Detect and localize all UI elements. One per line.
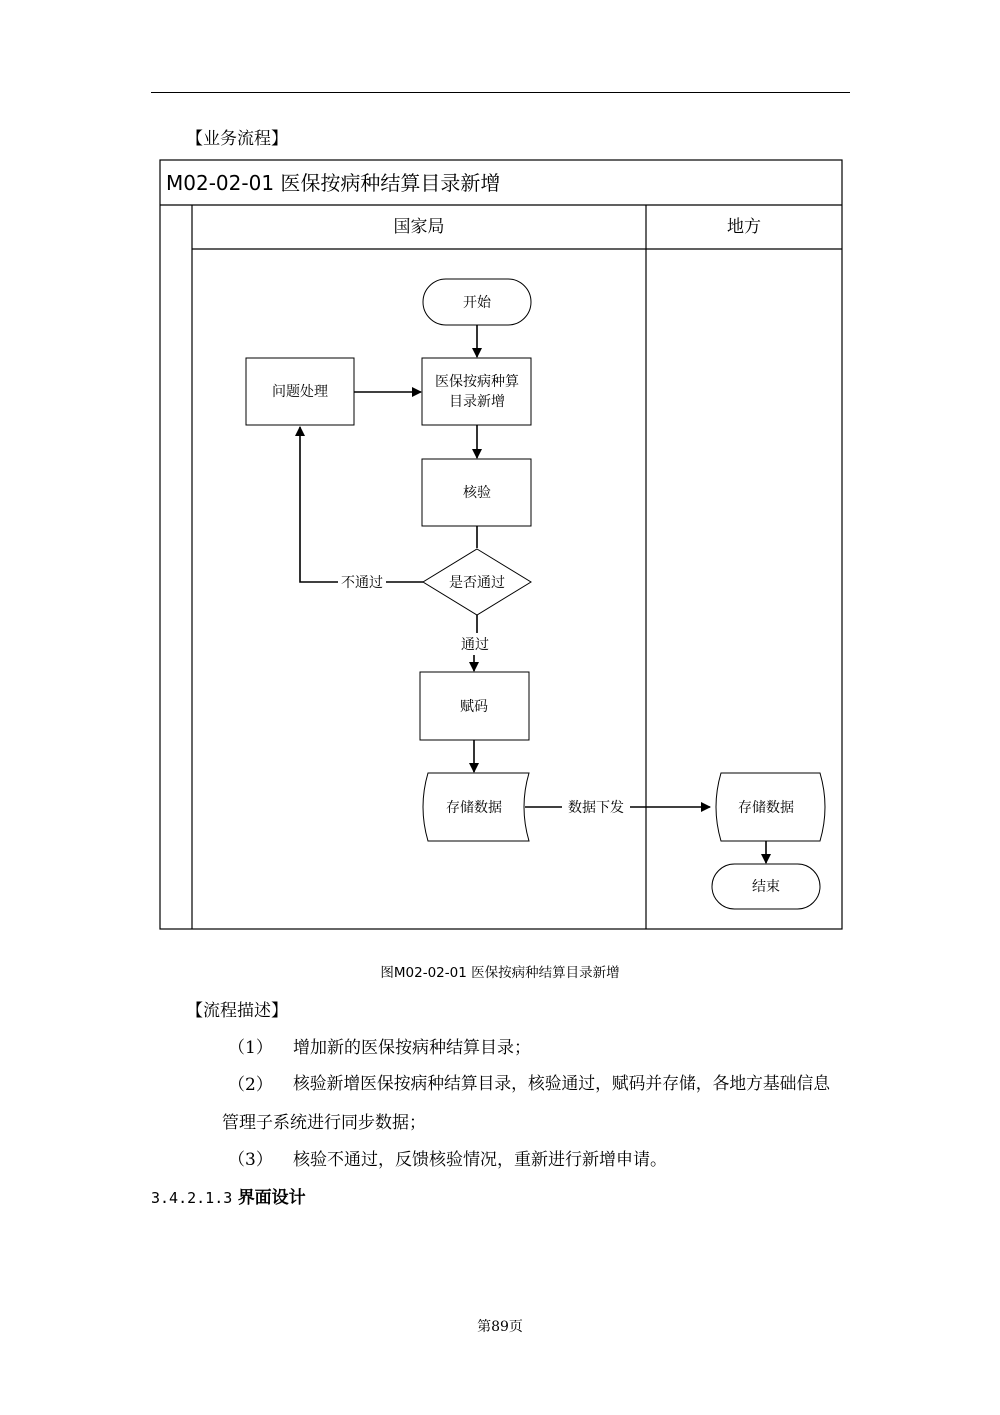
add-catalog-label-line2: 目录新增 [449, 394, 505, 410]
arrow-fail-to-problem [300, 427, 338, 582]
lane-header-local: 地方 [727, 217, 761, 237]
edge-label-fail: 不通过 [341, 575, 383, 591]
step-3-number: （3） [228, 1150, 273, 1170]
step-2-number: （2） [228, 1075, 273, 1095]
step-2-text: 核验新增医保按病种结算目录，核验通过，赋码并存储，各地方基础信息 [293, 1073, 831, 1093]
subsection-title: 界面设计 [237, 1188, 306, 1208]
page-number: 第89页 [477, 1319, 523, 1335]
lane-header-national: 国家局 [393, 217, 445, 237]
decision-label: 是否通过 [449, 575, 505, 591]
section-flow-description: 【流程描述】 [186, 1001, 288, 1021]
step-1-text: 增加新的医保按病种结算目录； [293, 1038, 531, 1058]
end-label: 结束 [752, 879, 780, 895]
subsection-number: 3.4.2.1.3 [151, 1189, 233, 1207]
figure-caption: 图M02-02-01 医保按病种结算目录新增 [380, 965, 620, 981]
section-business-flow: 【业务流程】 [186, 129, 288, 149]
edge-label-pass: 通过 [461, 637, 489, 653]
step-1-number: （1） [228, 1038, 273, 1058]
problem-handling-label: 问题处理 [272, 384, 328, 400]
start-label: 开始 [463, 295, 491, 311]
store-data-local-label: 存储数据 [738, 800, 794, 816]
assign-code-label: 赋码 [460, 699, 488, 715]
diagram-title: M02-02-01 医保按病种结算目录新增 [166, 171, 501, 195]
store-data-national-label: 存储数据 [446, 800, 502, 816]
verify-label: 核验 [463, 485, 491, 501]
add-catalog-node [422, 358, 531, 425]
step-3-text: 核验不通过，反馈核验情况，重新进行新增申请。 [293, 1150, 667, 1170]
edge-label-dispatch: 数据下发 [568, 800, 624, 816]
add-catalog-label-line1: 医保按病种算 [435, 374, 519, 390]
step-2-continuation: 管理子系统进行同步数据； [222, 1113, 426, 1133]
subsection-heading [151, 1183, 306, 1208]
